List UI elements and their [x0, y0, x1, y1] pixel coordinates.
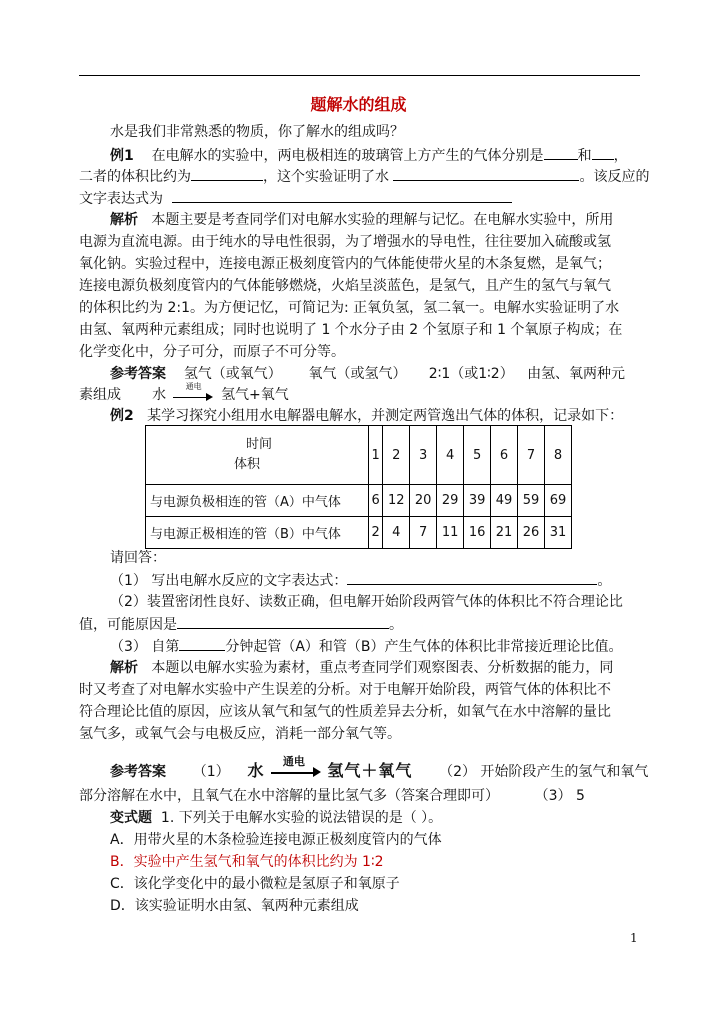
- page-title: 题解水的组成: [310, 95, 407, 114]
- header-rule: [79, 75, 640, 76]
- question-2-line-1: （2）装置密闭性良好、读数正确，但电解开始阶段两管气体的体积比不符合理论比: [110, 594, 623, 610]
- blank-gas-1[interactable]: [544, 145, 578, 160]
- question-1: （1） 写出电解水反应的文字表达式： 。: [110, 570, 676, 592]
- row-label: 与电源正极相连的管（B）中气体: [146, 517, 369, 549]
- example-1-line-3: 文字表达式为: [79, 188, 645, 210]
- row-label: 与电源负极相连的管（A）中气体: [146, 485, 369, 517]
- blank-word-equation[interactable]: [172, 188, 512, 203]
- analysis-2-line-4: 氢气多，或氧气会与电极反应，消耗一部分氧气等。: [79, 726, 401, 742]
- analysis-1-line-6: 由氢、氧两种元素组成；同时也说明了 1 个水分子由 2 个氢原子和 1 个氧原子构成；在: [79, 322, 623, 338]
- time-cell: 6: [491, 426, 518, 485]
- option-d: D．该实验证明水由氢、氧两种元素组成: [110, 898, 359, 914]
- table-cell: 21: [491, 517, 518, 549]
- table-cell: 4: [383, 517, 410, 549]
- table-cell: 31: [544, 517, 571, 549]
- table-header-row: [146, 426, 572, 485]
- table-cell: 20: [410, 485, 437, 517]
- analysis-2-line-3: 符合理论比值的原因，应该从氧气和氢气的性质差异去分析，如氧气在水中溶解的量比: [79, 704, 611, 720]
- question-3: （3） 自第 分钟起管（A）和管（B）产生气体的体积比非常接近理论比值。: [110, 636, 676, 658]
- time-cell: 5: [464, 426, 491, 485]
- table-cell: 29: [437, 485, 464, 517]
- reaction-arrow-icon: 通电: [173, 388, 215, 402]
- blank-volume-ratio[interactable]: [191, 166, 263, 181]
- analysis-1-label: 解析: [110, 212, 138, 228]
- analysis-2-line-2: 时又考查了对电解水实验中产生误差的分析。对于电解开始阶段，两管气体的体积比不: [79, 682, 611, 698]
- example-1-line-1: 例1 在电解水的实验中，两电极相连的玻璃管上方产生的气体分别是 和 ，: [110, 145, 645, 167]
- blank-q2[interactable]: [177, 614, 389, 629]
- table-row: [146, 485, 572, 517]
- analysis-1-line-4: 连接电源负极刻度管内的气体能够燃烧，火焰呈淡蓝色，是氢气，且产生的氢气与氧气: [79, 278, 611, 294]
- blank-water-proof[interactable]: [393, 166, 579, 181]
- table-cell: 11: [437, 517, 464, 549]
- variant-label: 变式题: [110, 810, 152, 826]
- table-cell: 59: [518, 485, 545, 517]
- table-cell: 26: [518, 517, 545, 549]
- table-cell: 6: [369, 485, 383, 517]
- example-2-label: 例2: [110, 408, 134, 424]
- table-cell: 7: [410, 517, 437, 549]
- option-b: B．实验中产生氢气和氧气的体积比约为 1∶2: [110, 854, 384, 870]
- answer-2-label: 参考答案: [110, 764, 166, 780]
- questions-prompt: 请回答：: [110, 550, 166, 566]
- intro-text: 水是我们非常熟悉的物质，你了解水的组成吗？: [110, 124, 404, 140]
- option-a: A．用带火星的木条检验连接电源正极刻度管内的气体: [110, 832, 442, 848]
- answer-1-label: 参考答案: [110, 366, 166, 382]
- time-cell: 3: [410, 426, 437, 485]
- table-corner-cell: 时间 体积: [146, 426, 369, 485]
- table-cell: 69: [544, 485, 571, 517]
- data-table: [145, 425, 572, 549]
- answer-1-line-1: 参考答案 氢气（或氧气） 氧气（或氢气） 2∶1（或1∶2） 由氢、氧两种元: [110, 366, 626, 382]
- table-cell: 2: [369, 517, 383, 549]
- blank-q1[interactable]: [347, 570, 597, 585]
- analysis-2-label: 解析: [110, 660, 138, 676]
- option-c: C．该化学变化中的最小微粒是氢原子和氧原子: [110, 876, 400, 892]
- analysis-1-line-1: 解析 本题主要是考查同学们对电解水实验的理解与记忆。在电解水实验中，所用: [110, 212, 614, 228]
- table-cell: 16: [464, 517, 491, 549]
- table-cell: 39: [464, 485, 491, 517]
- analysis-1-line-2: 电源为直流电源。由于纯水的导电性很弱，为了增强水的导电性，往往要加入硫酸或氢: [79, 234, 611, 250]
- analysis-1-line-3: 氧化钠。实验过程中，连接电源正极刻度管内的气体能使带火星的木条复燃，是氧气；: [79, 256, 611, 272]
- example-2-line: 例2 某学习探究小组用水电解器电解水，并测定两管逸出气体的体积，记录如下：: [110, 408, 624, 424]
- page-number: 1: [630, 931, 638, 945]
- time-cell: 2: [383, 426, 410, 485]
- time-cell: 8: [544, 426, 571, 485]
- table-cell: 49: [491, 485, 518, 517]
- example-1-label: 例1: [110, 148, 134, 164]
- table-row: [146, 517, 572, 549]
- question-2-line-2: 值，可能原因是 。: [79, 614, 645, 636]
- time-cell: 7: [518, 426, 545, 485]
- blank-q3[interactable]: [179, 636, 225, 651]
- time-cell: 1: [369, 426, 383, 485]
- reaction-arrow-bold-icon: 通电: [271, 763, 321, 781]
- example-1-line-2: 二者的体积比约为 ，这个实验证明了水 。该反应的: [79, 166, 645, 188]
- answer-2-line-1: 参考答案 （1） 水 通电 氢气＋氧气 （2） 开始阶段产生的氢气和氧气: [110, 755, 649, 780]
- blank-gas-2[interactable]: [592, 145, 614, 160]
- analysis-1-line-7: 化学变化中，分子可分，而原子不可分等。: [79, 344, 345, 360]
- table-cell: 12: [383, 485, 410, 517]
- answer-2-line-2: 部分溶解在水中，且氧气在水中溶解的量比氢气多（答案合理即可） （3） 5: [79, 788, 585, 804]
- answer-1-line-2: 素组成 水 通电 氢气+氧气: [79, 382, 289, 403]
- analysis-1-line-5: 的体积比约为 2:1。为方便记忆，可简记为: 正氧负氢，氢二氧一。电解水实验证明了水: [79, 300, 620, 316]
- variant-question: 变式题 1. 下列关于电解水实验的说法错误的是（ ）。: [110, 810, 443, 826]
- time-cell: 4: [437, 426, 464, 485]
- analysis-2-line-1: 解析 本题以电解水实验为素材，重点考查同学们观察图表、分析数据的能力，同: [110, 660, 614, 676]
